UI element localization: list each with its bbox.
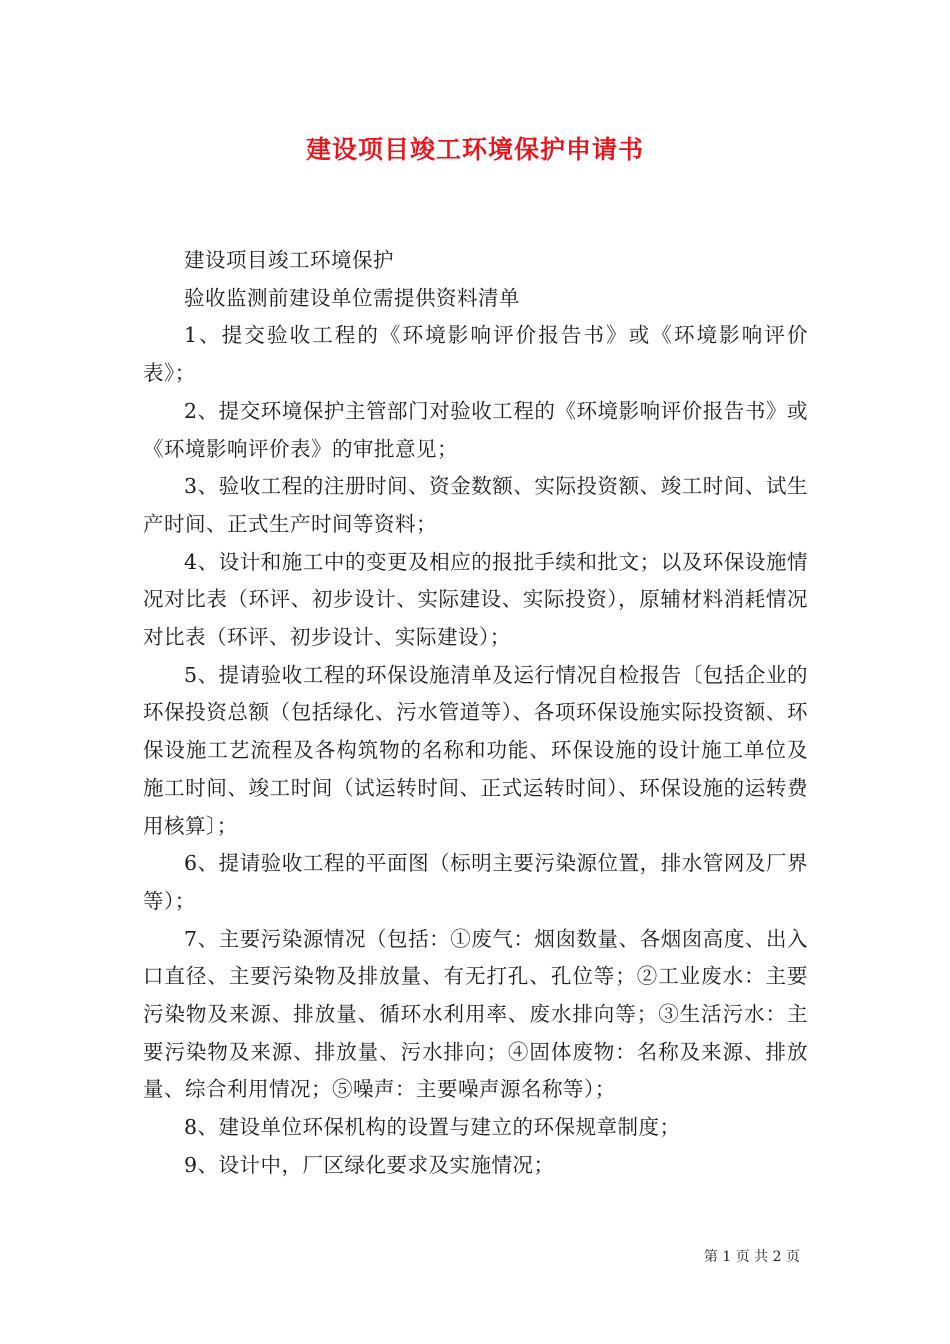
- document-title: 建设项目竣工环境保护申请书: [305, 135, 644, 164]
- list-item: 2、提交环境保护主管部门对验收工程的《环境影响评价报告书》或《环境影响评价表》的审批意见；: [143, 398, 808, 461]
- list-item: 7、主要污染源情况（包括：①废气：烟囱数量、各烟囱高度、出入口直径、主要污染物及排放量、有无打孔、孔位等；②工业废水：主要污染物及来源、排放量、循环水利用率、废水排向等；③生活污水：主要污染物及来源、排放量、污水排向；④固体废物：名称及来源、排放量、综合利用情况；⑤噪声：主要噪声源名称等）；: [143, 926, 808, 1102]
- document-body: [143, 242, 808, 1185]
- list-item: 8、建设单位环保机构的设置与建立的环保规章制度；: [184, 1115, 681, 1140]
- list-item: 1、提交验收工程的《环境影响评价报告书》或《环境影响评价表》；: [143, 323, 808, 386]
- list-item: 4、设计和施工中的变更及相应的报批手续和批文；以及环保设施情况对比表（环评、初步设计、实际建设、实际投资），原辅材料消耗情况对比表（环评、初步设计、实际建设）；: [143, 549, 808, 650]
- intro-line: 验收监测前建设单位需提供资料清单: [184, 285, 520, 310]
- intro-line: 建设项目竣工环境保护: [184, 248, 394, 272]
- list-item: 3、验收工程的注册时间、资金数额、实际投资额、竣工时间、试生产时间、正式生产时间等资料；: [143, 474, 808, 536]
- list-item: 9、设计中，厂区绿化要求及实施情况；: [184, 1152, 555, 1177]
- list-item: 5、提请验收工程的环保设施清单及运行情况自检报告〔包括企业的环保投资总额（包括绿化、污水管道等）、各项环保设施实际投资额、环保设施工艺流程及各构筑物的名称和功能、环保设施的设计施工单位及施工时间、竣工时间（试运转时间、正式运转时间）、环保设施的运转费用核算〕；: [143, 662, 808, 838]
- list-item: 6、提请验收工程的平面图（标明主要污染源位置，排水管网及厂界等）；: [143, 851, 808, 913]
- page-number: 第 1 页 共 2 页: [703, 1249, 800, 1265]
